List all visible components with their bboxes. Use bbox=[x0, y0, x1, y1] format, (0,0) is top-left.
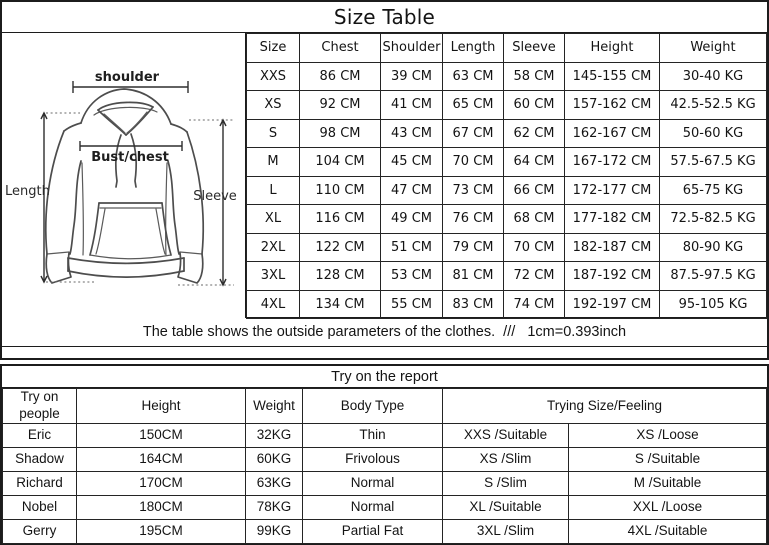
col-header-height: Height bbox=[565, 34, 660, 63]
value-cell: 58 CM bbox=[504, 62, 565, 91]
value-cell: 70 CM bbox=[443, 148, 504, 177]
value-cell: Normal bbox=[303, 472, 443, 496]
value-cell: 30-40 KG bbox=[660, 62, 767, 91]
bust-chest-label: Bust/chest bbox=[91, 150, 169, 165]
value-cell: 182-187 CM bbox=[565, 233, 660, 262]
value-cell: 60 CM bbox=[504, 91, 565, 120]
size-row-s bbox=[247, 119, 767, 148]
row-label-cell: 3XL bbox=[247, 262, 300, 291]
size-row-m bbox=[247, 148, 767, 177]
value-cell: 95-105 KG bbox=[660, 290, 767, 319]
report-title: Try on the report bbox=[2, 366, 767, 388]
value-cell: 98 CM bbox=[300, 119, 381, 148]
value-cell: 110 CM bbox=[300, 176, 381, 205]
col-header-trying-size-feeling: Trying Size/Feeling bbox=[443, 389, 767, 424]
try-on-row-gerry bbox=[3, 520, 767, 544]
value-cell: 83 CM bbox=[443, 290, 504, 319]
value-cell: 134 CM bbox=[300, 290, 381, 319]
try-on-table bbox=[2, 388, 767, 544]
value-cell: XL /Suitable bbox=[443, 496, 569, 520]
value-cell: 51 CM bbox=[381, 233, 443, 262]
value-cell: 72 CM bbox=[504, 262, 565, 291]
size-table-body bbox=[247, 62, 767, 319]
value-cell: 74 CM bbox=[504, 290, 565, 319]
value-cell: 60KG bbox=[246, 448, 303, 472]
try-on-row-eric bbox=[3, 424, 767, 448]
try-on-row-nobel bbox=[3, 496, 767, 520]
value-cell: 87.5-97.5 KG bbox=[660, 262, 767, 291]
size-row-xl bbox=[247, 205, 767, 234]
size-table-wrap bbox=[246, 33, 767, 317]
row-label-cell: XS bbox=[247, 91, 300, 120]
value-cell: 43 CM bbox=[381, 119, 443, 148]
value-cell: M /Suitable bbox=[569, 472, 767, 496]
value-cell: 187-192 CM bbox=[565, 262, 660, 291]
value-cell: 122 CM bbox=[300, 233, 381, 262]
value-cell: 62 CM bbox=[504, 119, 565, 148]
row-label-cell: 2XL bbox=[247, 233, 300, 262]
row-label-cell: XL bbox=[247, 205, 300, 234]
value-cell: 192-197 CM bbox=[565, 290, 660, 319]
empty-spacer-row bbox=[2, 347, 767, 358]
size-row-xxs bbox=[247, 62, 767, 91]
value-cell: 45 CM bbox=[381, 148, 443, 177]
row-label-cell: L bbox=[247, 176, 300, 205]
value-cell: 63KG bbox=[246, 472, 303, 496]
col-header-weight: Weight bbox=[246, 389, 303, 424]
value-cell: 177-182 CM bbox=[565, 205, 660, 234]
size-row-2xl bbox=[247, 233, 767, 262]
row-label-cell: S bbox=[247, 119, 300, 148]
size-table bbox=[246, 33, 767, 319]
page-title: Size Table bbox=[2, 2, 767, 33]
value-cell: 76 CM bbox=[443, 205, 504, 234]
value-cell: 41 CM bbox=[381, 91, 443, 120]
row-label-cell: Gerry bbox=[3, 520, 77, 544]
value-cell: 57.5-67.5 KG bbox=[660, 148, 767, 177]
try-on-report-block bbox=[0, 364, 769, 545]
value-cell: 47 CM bbox=[381, 176, 443, 205]
row-label-cell: Eric bbox=[3, 424, 77, 448]
value-cell: 164CM bbox=[77, 448, 246, 472]
value-cell: 78KG bbox=[246, 496, 303, 520]
try-on-row-shadow bbox=[3, 448, 767, 472]
row-label-cell: Shadow bbox=[3, 448, 77, 472]
size-row-xs bbox=[247, 91, 767, 120]
value-cell: XS /Loose bbox=[569, 424, 767, 448]
col-header-height: Height bbox=[77, 389, 246, 424]
value-cell: 72.5-82.5 KG bbox=[660, 205, 767, 234]
value-cell: 50-60 KG bbox=[660, 119, 767, 148]
hoodie-diagram bbox=[2, 33, 246, 318]
col-header-shoulder: Shoulder bbox=[381, 34, 443, 63]
size-row-4xl bbox=[247, 290, 767, 319]
value-cell: 128 CM bbox=[300, 262, 381, 291]
value-cell: 172-177 CM bbox=[565, 176, 660, 205]
value-cell: 65-75 KG bbox=[660, 176, 767, 205]
size-table-header-row bbox=[247, 34, 767, 63]
value-cell: 145-155 CM bbox=[565, 62, 660, 91]
col-header-try-on-people: Try on people bbox=[3, 389, 77, 424]
try-on-table-body bbox=[3, 424, 767, 544]
value-cell: 68 CM bbox=[504, 205, 565, 234]
length-label: Length bbox=[5, 184, 50, 199]
value-cell: 70 CM bbox=[504, 233, 565, 262]
value-cell: 99KG bbox=[246, 520, 303, 544]
value-cell: 42.5-52.5 KG bbox=[660, 91, 767, 120]
value-cell: XS /Slim bbox=[443, 448, 569, 472]
value-cell: 65 CM bbox=[443, 91, 504, 120]
row-label-cell: 4XL bbox=[247, 290, 300, 319]
hoodie-sketch-image bbox=[2, 33, 246, 317]
sleeve-label: Sleeve bbox=[193, 189, 237, 204]
value-cell: 53 CM bbox=[381, 262, 443, 291]
value-cell: 32KG bbox=[246, 424, 303, 448]
value-cell: XXL /Loose bbox=[569, 496, 767, 520]
value-cell: 81 CM bbox=[443, 262, 504, 291]
value-cell: 3XL /Slim bbox=[443, 520, 569, 544]
row-label-cell: M bbox=[247, 148, 300, 177]
value-cell: 104 CM bbox=[300, 148, 381, 177]
value-cell: 195CM bbox=[77, 520, 246, 544]
value-cell: 67 CM bbox=[443, 119, 504, 148]
value-cell: Thin bbox=[303, 424, 443, 448]
value-cell: XXS /Suitable bbox=[443, 424, 569, 448]
row-label-cell: XXS bbox=[247, 62, 300, 91]
value-cell: 55 CM bbox=[381, 290, 443, 319]
value-cell: 66 CM bbox=[504, 176, 565, 205]
col-header-chest: Chest bbox=[300, 34, 381, 63]
col-header-sleeve: Sleeve bbox=[504, 34, 565, 63]
value-cell: 80-90 KG bbox=[660, 233, 767, 262]
value-cell: 162-167 CM bbox=[565, 119, 660, 148]
value-cell: S /Suitable bbox=[569, 448, 767, 472]
value-cell: Normal bbox=[303, 496, 443, 520]
value-cell: 86 CM bbox=[300, 62, 381, 91]
value-cell: Frivolous bbox=[303, 448, 443, 472]
shoulder-label: shoulder bbox=[94, 70, 160, 85]
value-cell: 63 CM bbox=[443, 62, 504, 91]
value-cell: 167-172 CM bbox=[565, 148, 660, 177]
col-header-weight: Weight bbox=[660, 34, 767, 63]
col-header-body-type: Body Type bbox=[303, 389, 443, 424]
value-cell: 170CM bbox=[77, 472, 246, 496]
value-cell: 150CM bbox=[77, 424, 246, 448]
value-cell: 157-162 CM bbox=[565, 91, 660, 120]
try-on-row-richard bbox=[3, 472, 767, 496]
size-row-3xl bbox=[247, 262, 767, 291]
size-row-l bbox=[247, 176, 767, 205]
size-table-section bbox=[2, 33, 767, 318]
value-cell: 39 CM bbox=[381, 62, 443, 91]
value-cell: 73 CM bbox=[443, 176, 504, 205]
col-header-size: Size bbox=[247, 34, 300, 63]
value-cell: 79 CM bbox=[443, 233, 504, 262]
value-cell: S /Slim bbox=[443, 472, 569, 496]
note-row: The table shows the outside parameters of the clothes. /// 1cm=0.393inch bbox=[2, 318, 767, 347]
value-cell: 4XL /Suitable bbox=[569, 520, 767, 544]
value-cell: 116 CM bbox=[300, 205, 381, 234]
col-header-length: Length bbox=[443, 34, 504, 63]
value-cell: 64 CM bbox=[504, 148, 565, 177]
value-cell: 180CM bbox=[77, 496, 246, 520]
value-cell: 92 CM bbox=[300, 91, 381, 120]
value-cell: 49 CM bbox=[381, 205, 443, 234]
try-on-header-row bbox=[3, 389, 767, 424]
row-label-cell: Richard bbox=[3, 472, 77, 496]
value-cell: Partial Fat bbox=[303, 520, 443, 544]
row-label-cell: Nobel bbox=[3, 496, 77, 520]
